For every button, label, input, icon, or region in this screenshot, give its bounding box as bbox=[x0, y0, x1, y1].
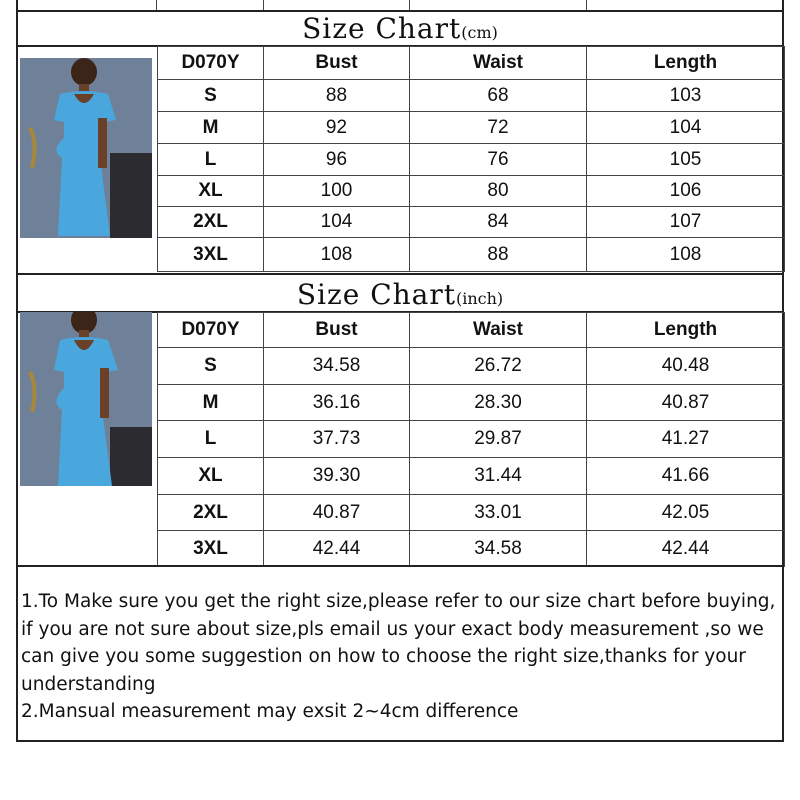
size-cell: M bbox=[158, 385, 264, 421]
table-row bbox=[158, 458, 785, 495]
inch-size-table bbox=[157, 312, 785, 567]
length-cell: 104 bbox=[587, 112, 785, 144]
waist-cell: 33.01 bbox=[410, 495, 587, 531]
column-header: Length bbox=[587, 313, 785, 348]
waist-cell: 34.58 bbox=[410, 531, 587, 567]
bust-cell: 37.73 bbox=[264, 421, 410, 458]
column-header: Waist bbox=[410, 313, 587, 348]
table-row bbox=[158, 385, 785, 421]
table-row bbox=[158, 112, 785, 144]
bust-cell: 100 bbox=[264, 176, 410, 207]
table-header-row bbox=[158, 313, 785, 348]
table-row bbox=[158, 238, 785, 272]
length-cell: 40.48 bbox=[587, 348, 785, 385]
bust-cell: 36.16 bbox=[264, 385, 410, 421]
waist-cell: 72 bbox=[410, 112, 587, 144]
length-cell: 106 bbox=[587, 176, 785, 207]
bust-cell: 92 bbox=[264, 112, 410, 144]
bust-cell: 39.30 bbox=[264, 458, 410, 495]
table-row bbox=[158, 207, 785, 238]
waist-cell: 88 bbox=[410, 238, 587, 272]
bust-cell: 104 bbox=[264, 207, 410, 238]
length-cell: 40.87 bbox=[587, 385, 785, 421]
length-cell: 42.44 bbox=[587, 531, 785, 567]
bust-cell: 108 bbox=[264, 238, 410, 272]
chart-title-text: Size Chart bbox=[296, 278, 456, 311]
sizing-notes bbox=[21, 588, 781, 726]
table-row bbox=[158, 421, 785, 458]
bust-cell: 34.58 bbox=[264, 348, 410, 385]
chart-unit-text: (cm) bbox=[461, 23, 498, 42]
waist-cell: 68 bbox=[410, 80, 587, 112]
size-cell: 3XL bbox=[158, 531, 264, 567]
length-cell: 108 bbox=[587, 238, 785, 272]
length-cell: 103 bbox=[587, 80, 785, 112]
table-row bbox=[158, 80, 785, 112]
column-header: D070Y bbox=[158, 47, 264, 80]
size-cell: 2XL bbox=[158, 495, 264, 531]
waist-cell: 80 bbox=[410, 176, 587, 207]
size-cell: XL bbox=[158, 176, 264, 207]
waist-cell: 26.72 bbox=[410, 348, 587, 385]
divider bbox=[16, 273, 784, 275]
size-cell: S bbox=[158, 80, 264, 112]
size-cell: L bbox=[158, 144, 264, 176]
column-header: D070Y bbox=[158, 313, 264, 348]
bust-cell: 88 bbox=[264, 80, 410, 112]
cm-size-table bbox=[157, 46, 785, 272]
table-row bbox=[158, 531, 785, 567]
table-header-row bbox=[158, 47, 785, 80]
model-photo bbox=[20, 312, 152, 486]
waist-cell: 76 bbox=[410, 144, 587, 176]
table-row bbox=[158, 348, 785, 385]
table-row bbox=[158, 176, 785, 207]
chart-title-text: Size Chart bbox=[302, 12, 462, 45]
table-row bbox=[158, 144, 785, 176]
waist-cell: 84 bbox=[410, 207, 587, 238]
size-cell: 2XL bbox=[158, 207, 264, 238]
waist-cell: 31.44 bbox=[410, 458, 587, 495]
column-header: Length bbox=[587, 47, 785, 80]
bust-cell: 42.44 bbox=[264, 531, 410, 567]
waist-cell: 29.87 bbox=[410, 421, 587, 458]
length-cell: 107 bbox=[587, 207, 785, 238]
size-cell: M bbox=[158, 112, 264, 144]
size-cell: L bbox=[158, 421, 264, 458]
column-header: Waist bbox=[410, 47, 587, 80]
model-photo bbox=[20, 58, 152, 238]
column-header: Bust bbox=[264, 47, 410, 80]
waist-cell: 28.30 bbox=[410, 385, 587, 421]
length-cell: 42.05 bbox=[587, 495, 785, 531]
divider bbox=[16, 565, 784, 567]
length-cell: 105 bbox=[587, 144, 785, 176]
column-header: Bust bbox=[264, 313, 410, 348]
size-cell: S bbox=[158, 348, 264, 385]
length-cell: 41.66 bbox=[587, 458, 785, 495]
bust-cell: 40.87 bbox=[264, 495, 410, 531]
table-row bbox=[158, 495, 785, 531]
note-1: 1.To Make sure you get the right size,please refer to our size chart before buying, if you are not sure about size,pls email us your exact body measurement ,so we can give you some suggestion on how to choose the right size,thanks for your understanding bbox=[21, 591, 776, 695]
size-cell: 3XL bbox=[158, 238, 264, 272]
chart-unit-text: (inch) bbox=[455, 289, 504, 308]
length-cell: 41.27 bbox=[587, 421, 785, 458]
size-cell: XL bbox=[158, 458, 264, 495]
bust-cell: 96 bbox=[264, 144, 410, 176]
note-2: 2.Mansual measurement may exsit 2~4cm difference bbox=[21, 701, 519, 722]
